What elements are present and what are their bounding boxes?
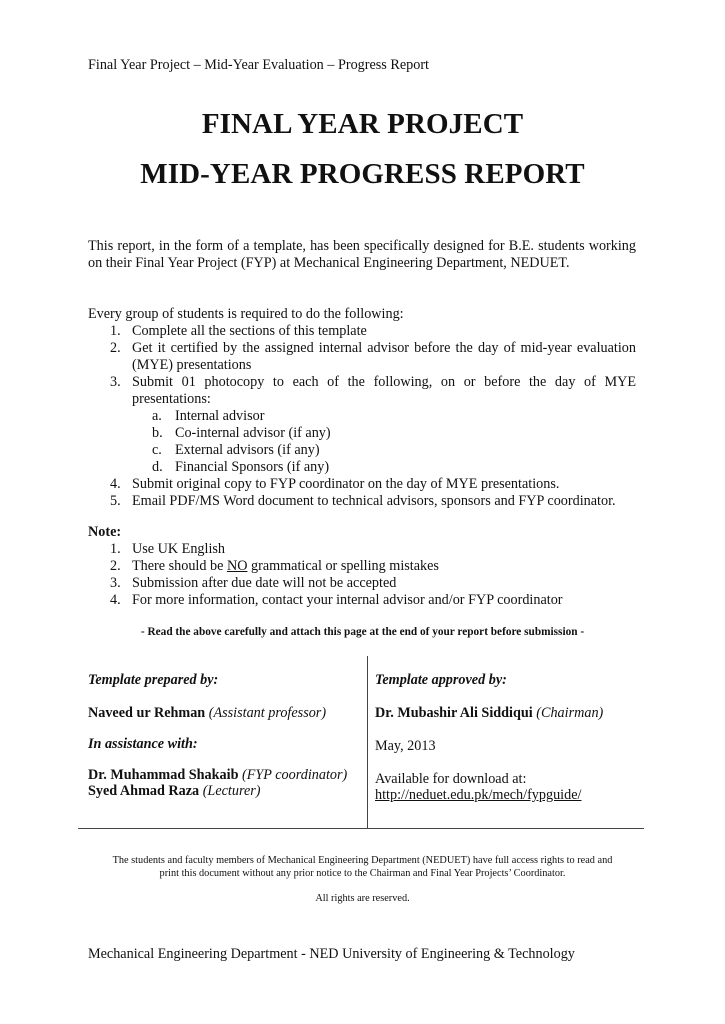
emphasis-no: NO xyxy=(226,558,248,574)
list-text-post: grammatical or spelling mistakes xyxy=(247,558,439,574)
download-label: Available for download at: xyxy=(375,771,527,787)
running-header: Final Year Project – Mid-Year Evaluation – Progress Report xyxy=(88,57,429,73)
list-text: Submit original copy to FYP coordinator on the day of MYE presentations. xyxy=(132,476,560,492)
approved-by-heading: Template approved by: xyxy=(375,672,507,688)
list-item xyxy=(88,323,636,340)
list-item xyxy=(88,493,636,510)
sub-list-item xyxy=(88,459,636,476)
list-item xyxy=(88,592,636,609)
instruction-line: - Read the above carefully and attach this page at the end of your report before submission - xyxy=(140,626,585,638)
requirements-list xyxy=(88,323,636,510)
list-item xyxy=(88,476,636,493)
assistance-heading: In assistance with: xyxy=(88,736,198,752)
note-section xyxy=(88,524,636,609)
list-number: 4. xyxy=(110,592,121,608)
assistant-name: Dr. Muhammad Shakaib xyxy=(88,767,239,783)
list-number: 1. xyxy=(110,323,121,339)
list-number: 3. xyxy=(110,575,121,591)
list-text: Email PDF/MS Word document to technical advisors, sponsors and FYP coordinator. xyxy=(132,493,616,509)
rights-reserved: All rights are reserved. xyxy=(315,893,410,904)
list-number: 2. xyxy=(110,558,121,574)
sub-list-text: External advisors (if any) xyxy=(175,442,320,458)
list-item xyxy=(88,541,636,558)
list-number: 2. xyxy=(110,340,121,356)
page-footer: Mechanical Engineering Department - NED University of Engineering & Technology xyxy=(88,946,575,962)
preparer-role: (Assistant professor) xyxy=(208,705,327,721)
sub-list-text: Financial Sponsors (if any) xyxy=(175,459,330,475)
sub-list-item xyxy=(88,442,636,459)
list-number: 1. xyxy=(110,541,121,557)
sub-list-letter: b. xyxy=(152,425,163,441)
list-number: 3. xyxy=(110,374,121,390)
table-divider-horizontal xyxy=(78,828,644,829)
assistant-role: (FYP coordinator) xyxy=(242,767,348,783)
prepared-by-heading: Template prepared by: xyxy=(88,672,219,688)
list-number: 4. xyxy=(110,476,121,492)
note-list xyxy=(88,541,636,609)
list-number: 5. xyxy=(110,493,121,509)
list-text-pre: There should be xyxy=(132,558,227,574)
assistant-name: Syed Ahmad Raza xyxy=(88,783,200,799)
download-link[interactable]: http://neduet.edu.pk/mech/fypguide/ xyxy=(375,787,582,803)
list-text: Use UK English xyxy=(132,541,226,557)
assistant-2 xyxy=(88,783,261,800)
preparer-name: Naveed ur Rehman xyxy=(88,705,206,721)
list-text: Get it certified by the assigned internal advisor before the day of mid-year evaluation (MYE) presentations xyxy=(132,340,636,373)
sub-list-text: Internal advisor xyxy=(175,408,265,424)
approver-name: Dr. Mubashir Ali Siddiqui xyxy=(375,705,533,721)
list-item xyxy=(88,374,636,408)
rights-line-1: The students and faculty members of Mechanical Engineering Department (NEDUET) have full access rights to read and xyxy=(112,855,613,866)
rights-line-2: print this document without any prior notice to the Chairman and Final Year Projects’ Coordinator. xyxy=(159,868,566,879)
list-text: Complete all the sections of this template xyxy=(132,323,367,339)
sub-list-letter: a. xyxy=(152,408,162,424)
sub-list-text: Co-internal advisor (if any) xyxy=(175,425,331,441)
list-text: Submit 01 photocopy to each of the following, on or before the day of MYE presentations: xyxy=(132,374,636,407)
table-divider-vertical xyxy=(367,656,368,828)
sub-list-letter: c. xyxy=(152,442,162,458)
title-line-1: FINAL YEAR PROJECT xyxy=(201,108,524,140)
list-item xyxy=(88,558,636,575)
title-line-2: MID-YEAR PROGRESS REPORT xyxy=(140,158,585,190)
list-item xyxy=(88,575,636,592)
sub-list-item xyxy=(88,408,636,425)
list-text: For more information, contact your internal advisor and/or FYP coordinator xyxy=(132,592,563,608)
list-item xyxy=(88,340,636,374)
list-text: Submission after due date will not be accepted xyxy=(132,575,397,591)
approver-role: (Chairman) xyxy=(536,705,604,721)
assistant-role: (Lecturer) xyxy=(202,783,261,799)
assistant-1 xyxy=(88,767,347,784)
requirements-lead: Every group of students is required to do the following: xyxy=(88,306,404,322)
sub-list-item xyxy=(88,425,636,442)
approval-date: May, 2013 xyxy=(375,738,436,754)
requirements-section xyxy=(88,306,636,510)
sub-list-letter: d. xyxy=(152,459,163,475)
preparer xyxy=(88,705,326,722)
approver xyxy=(375,705,603,722)
note-title: Note: xyxy=(88,524,122,540)
intro-paragraph: This report, in the form of a template, has been specifically designed for B.E. students working on their Final Year Project (FYP) at Mechanical Engineering Department, NEDUET. xyxy=(88,238,636,271)
